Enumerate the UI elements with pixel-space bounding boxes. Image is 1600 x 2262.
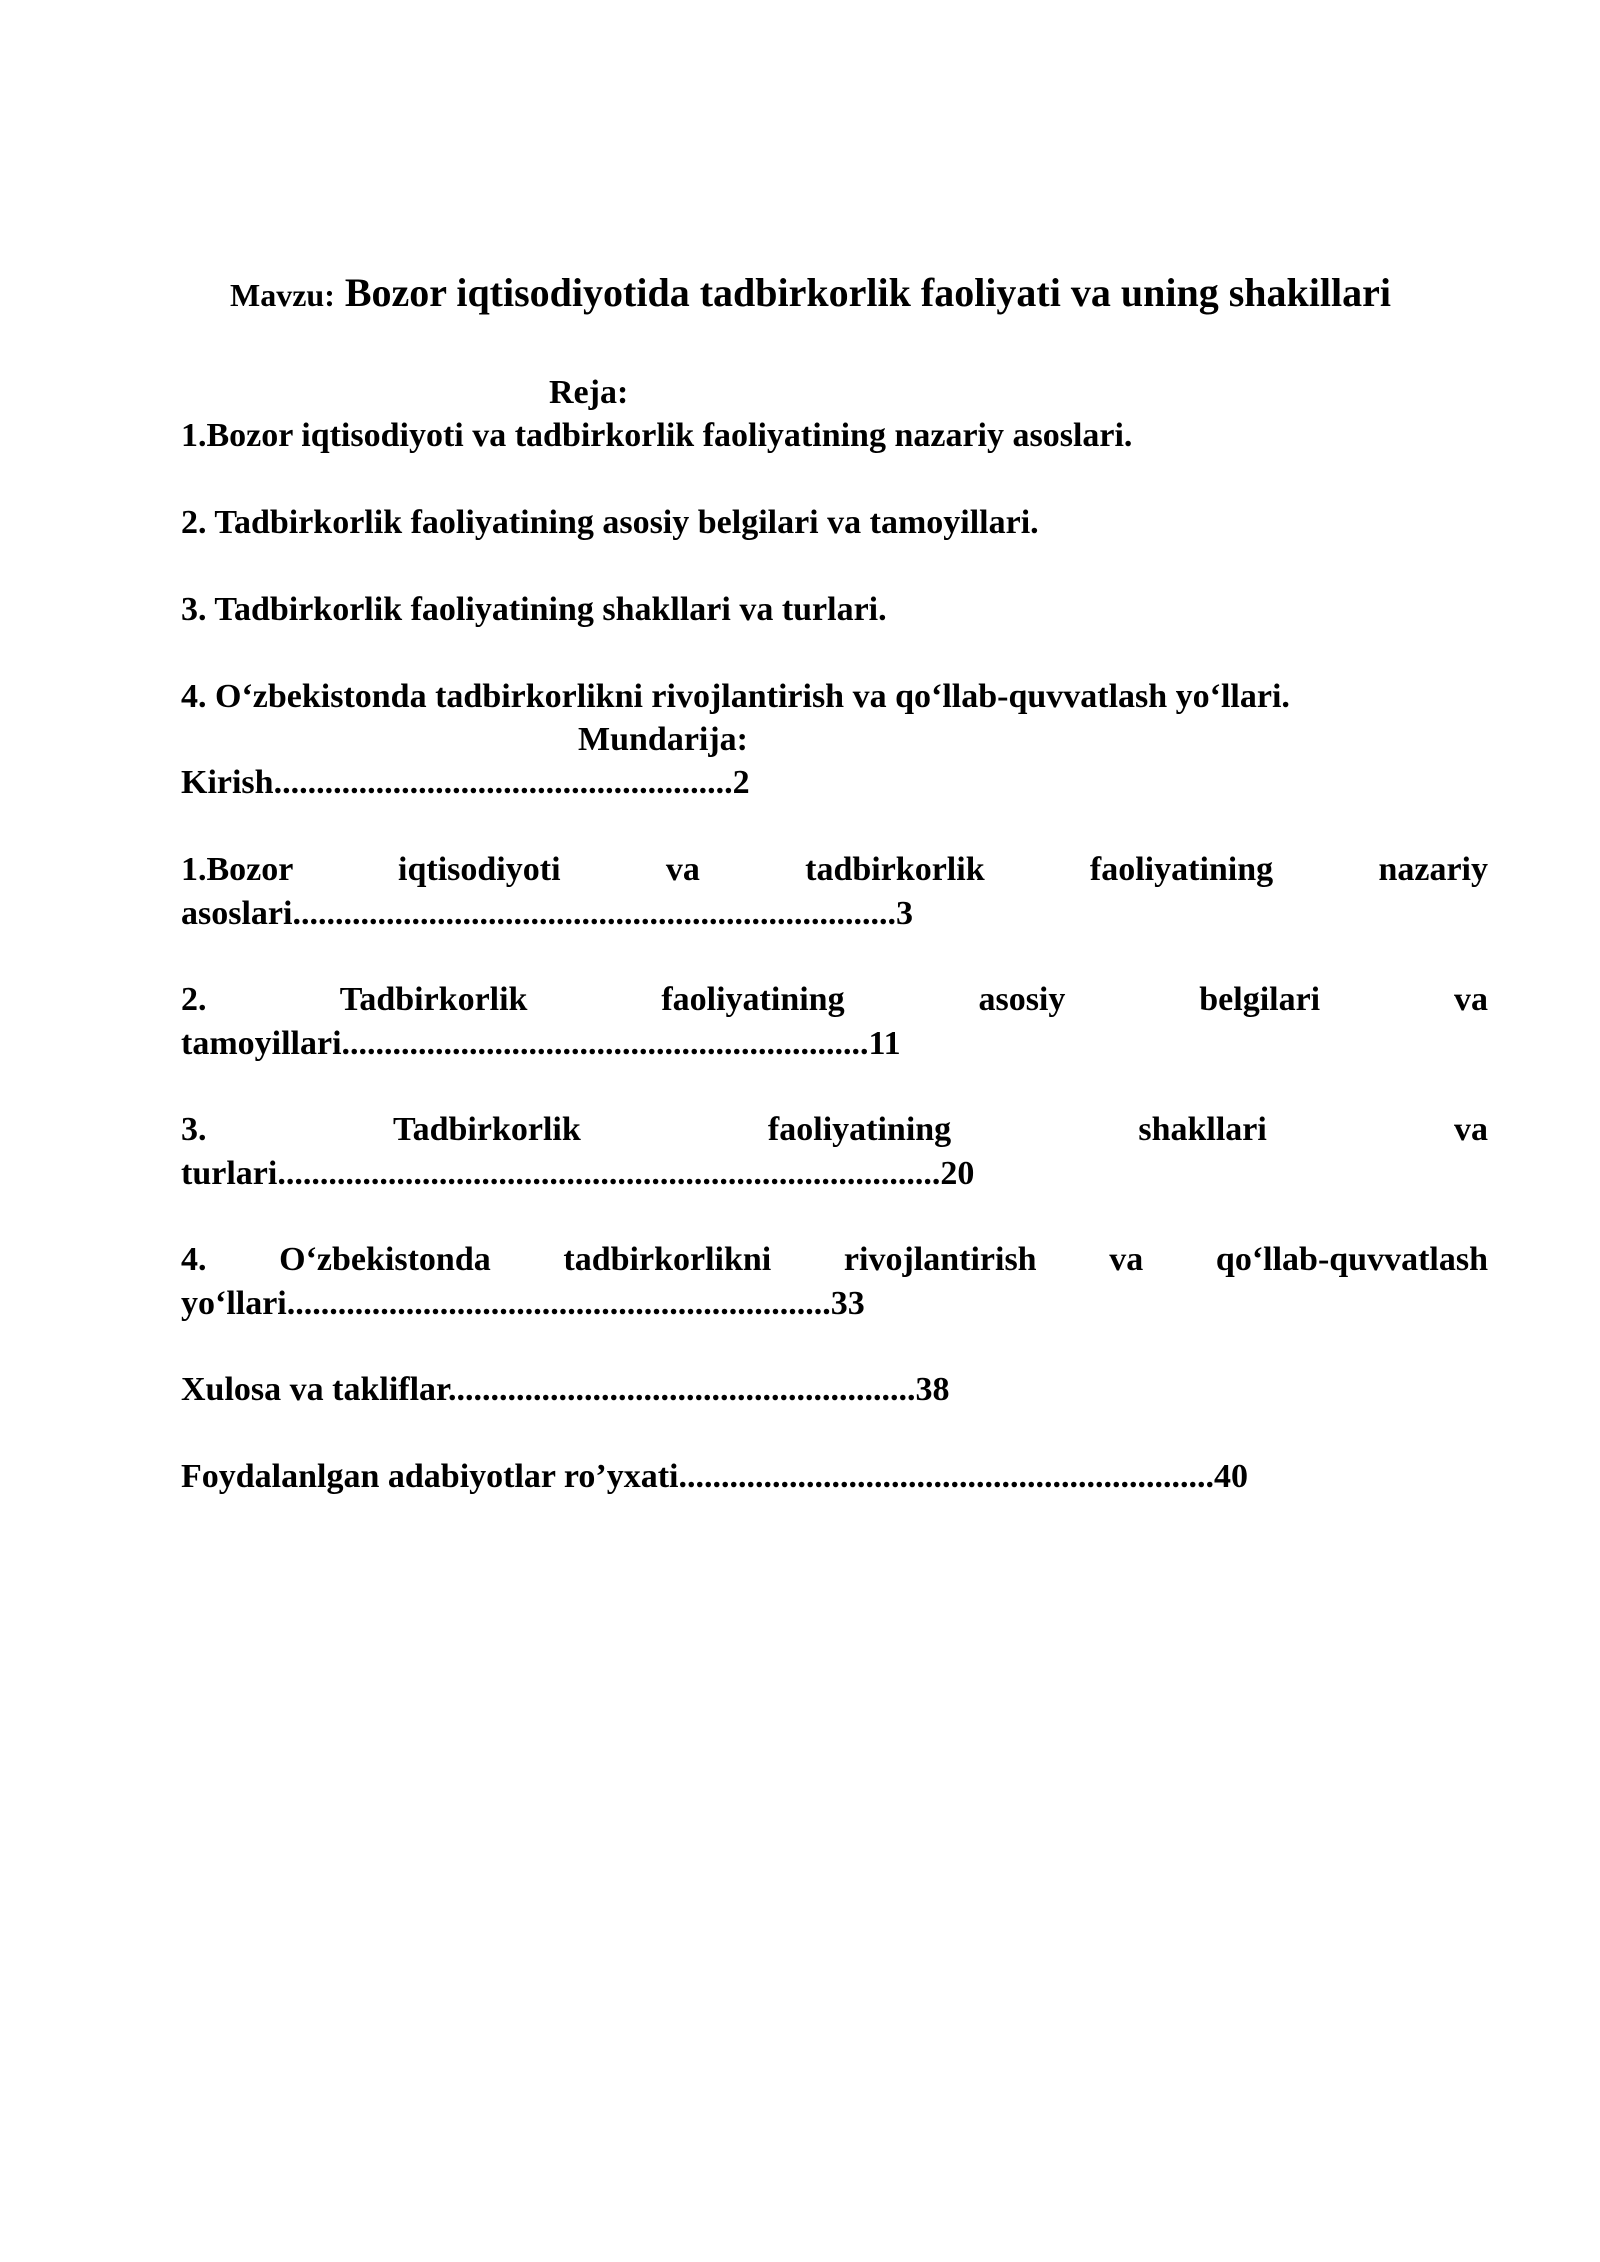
contents-page-number: 38 — [915, 1371, 950, 1408]
plan-heading: Reja: — [549, 374, 629, 411]
plan-item: 3. Tadbirkorlik faoliyatining shakllari va turlari. — [181, 591, 887, 628]
contents-page-number: 20 — [940, 1155, 975, 1192]
plan-item: 2. Tadbirkorlik faoliyatining asosiy belgilari va tamoyillari. — [181, 504, 1039, 541]
contents-leader-dots: .............................................................. — [341, 1025, 869, 1062]
title-text: Bozor iqtisodiyotida tadbirkorlik faoliyati va uning shakillari — [344, 270, 1391, 315]
contents-entry-text: 2. Tadbirkorlik faoliyatining asosiy belgilari va tamoyillari — [181, 981, 1488, 1062]
plan-item: 4. O‘zbekistonda tadbirkorlikni rivojlantirish va qo‘llab-quvvatlash yo‘llari. — [181, 678, 1290, 715]
contents-leader-dots: ............................................................... — [678, 1458, 1214, 1495]
title-label: Mavzu: — [230, 277, 335, 313]
contents-entry-text: 1.Bozor iqtisodiyoti va tadbirkorlik faoliyatining nazariy asoslari — [181, 851, 1488, 932]
plan-item: 1.Bozor iqtisodiyoti va tadbirkorlik faoliyatining nazariy asoslari. — [181, 417, 1133, 454]
contents-entry — [181, 1455, 1488, 1499]
contents-entry — [181, 978, 1488, 1066]
contents-leader-dots: ....................................................... — [448, 1371, 916, 1408]
contents-entry — [181, 848, 1488, 936]
contents-entry-text: Xulosa va takliflar — [181, 1371, 449, 1408]
contents-page-number: 40 — [1213, 1458, 1248, 1495]
contents-leader-dots: ................................................................ — [286, 1285, 831, 1322]
contents-entry — [181, 761, 1488, 805]
contents-page-number: 11 — [868, 1025, 901, 1062]
document-title — [230, 268, 1488, 320]
contents-page-number: 2 — [732, 764, 750, 801]
contents-entry — [181, 1368, 1488, 1412]
contents-page-number: 3 — [895, 895, 913, 932]
contents-leader-dots: ...................................................... — [273, 764, 733, 801]
contents-entry-text: Kirish — [181, 764, 274, 801]
contents-leader-dots: .............................................................................. — [277, 1155, 941, 1192]
contents-page-number: 33 — [830, 1285, 865, 1322]
contents-entry — [181, 1108, 1488, 1196]
contents-entry-text: 4. O‘zbekistonda tadbirkorlikni rivojlantirish va qo‘llab-quvvatlash yo‘llari — [181, 1241, 1488, 1322]
contents-entry-text: Foydalanlgan adabiyotlar ro’yxati — [181, 1458, 679, 1495]
contents-leader-dots: ....................................................................... — [292, 895, 896, 932]
contents-entry-text: 3. Tadbirkorlik faoliyatining shakllari va turlari — [181, 1111, 1488, 1192]
contents-entry — [181, 1238, 1488, 1326]
contents-heading: Mundarija: — [578, 721, 748, 758]
